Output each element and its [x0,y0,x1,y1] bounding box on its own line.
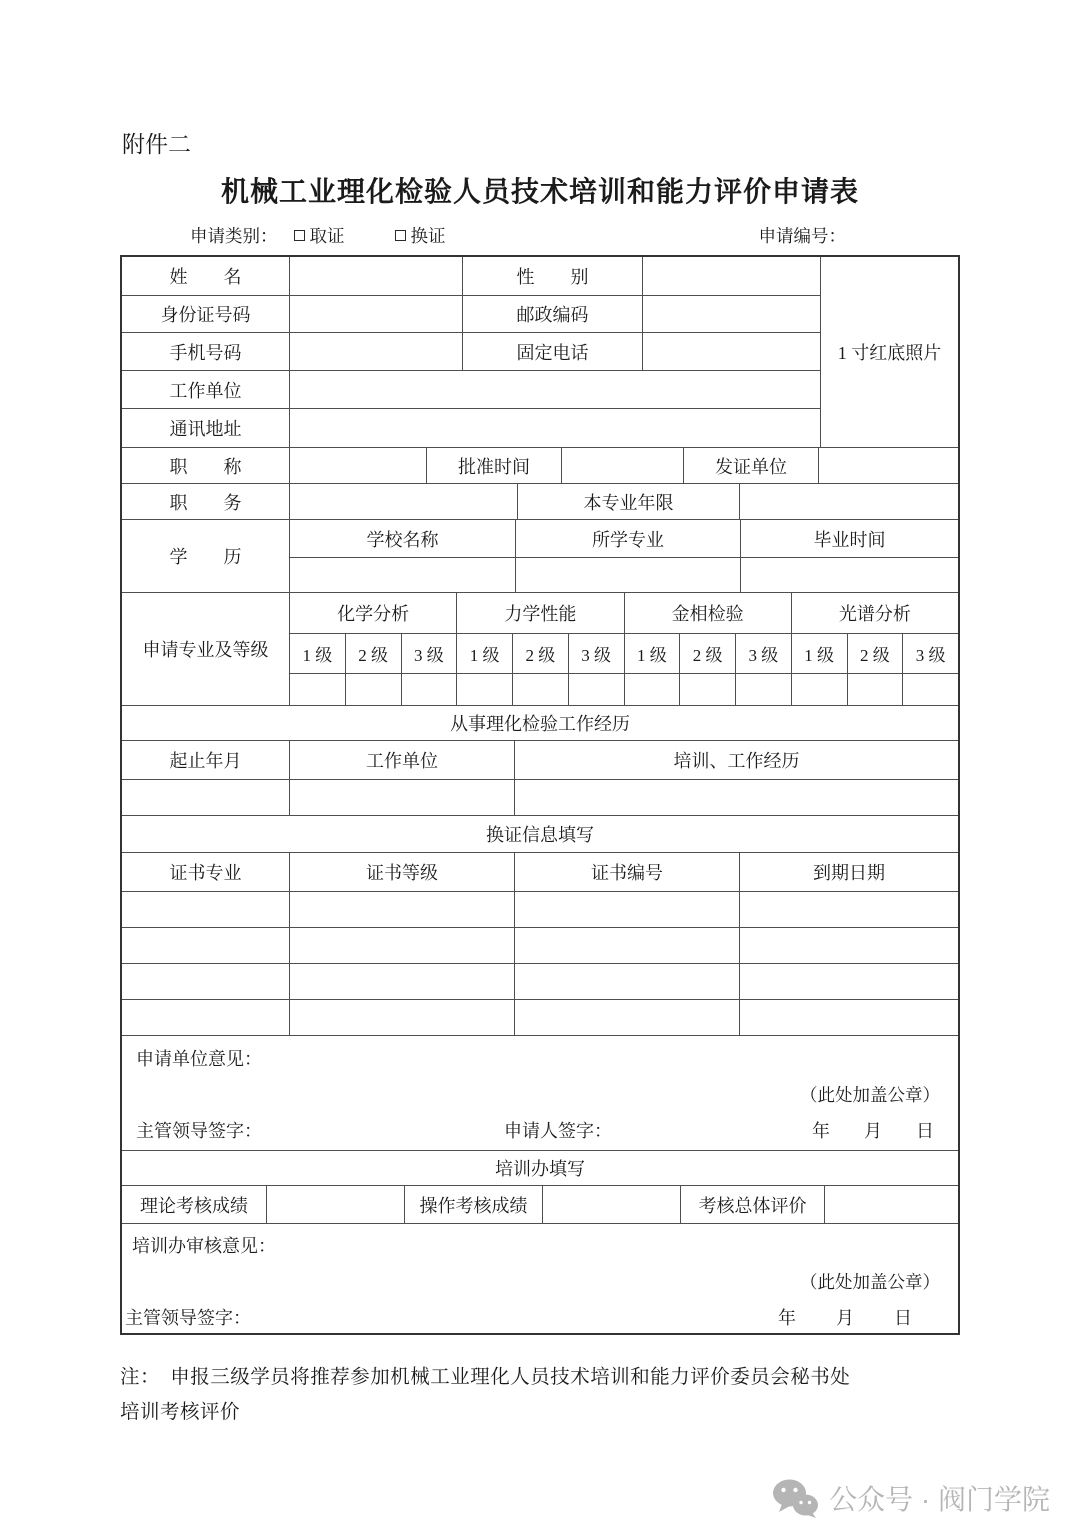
period-header: 起止年月 [169,751,242,771]
applicant-signature-label: 申请人签字： [504,1121,612,1141]
renewal-blank-cell [739,892,958,927]
training-office-header-row [122,1150,958,1185]
education-subtable [289,520,958,592]
level-header: 1 级 [624,634,680,674]
renewal-blank-cell [122,1000,289,1035]
approval-time-blank-cell [561,448,683,483]
education-section [122,519,958,592]
renewal-blank-cell [122,964,289,999]
footnote [120,1360,996,1430]
basic-info-rows [122,257,820,447]
option-renew-cert-label: 换证 [410,226,446,246]
level-header: 1 级 [456,634,512,674]
renewal-blank-cell [122,892,289,927]
day-label: 日 [916,1121,934,1141]
level-header: 3 级 [401,634,457,674]
level-blank-cell [456,674,512,705]
group-spectral-analysis: 光谱分析 [791,593,958,633]
table-row [290,520,958,557]
training-office-section-title: 培训办填写 [495,1159,585,1179]
name-label: 姓 名 [169,267,242,287]
renewal-blank-row [122,891,958,927]
landline-label: 固定电话 [462,333,642,370]
option-obtain-cert-label: 取证 [309,226,345,246]
day-label: 日 [894,1308,912,1328]
name-blank-cell [289,257,462,295]
period-blank-cell [122,780,289,815]
level-blank-cell [847,674,903,705]
operation-score-label: 操作考核成绩 [404,1186,542,1223]
position-label: 职 务 [169,492,242,513]
renewal-blank-cell [289,928,514,963]
cert-number-header: 证书编号 [514,853,739,891]
checkbox-icon[interactable] [294,230,305,241]
footnote-line-1: 注： 申报三级学员将推荐参加机械工业理化人员技术培训和能力评价委员会秘书处 [120,1367,851,1388]
level-header: 3 级 [568,634,624,674]
gender-blank-cell [642,257,820,295]
option-renew-cert[interactable] [395,223,446,248]
level-blank-cell [624,674,680,705]
table-row [122,332,820,370]
renewal-blank-cell [739,1000,958,1035]
address-blank-cell [289,409,820,447]
table-row [122,257,820,295]
training-review-section [122,1223,958,1333]
year-label: 年 [778,1308,796,1328]
leader-signature-label: 主管领导签字： [136,1121,262,1141]
basic-info-section [122,257,958,447]
specialty-subtable [289,593,958,705]
work-experience-section-title: 从事理化检验工作经历 [450,714,630,734]
renewal-blank-cell [514,892,739,927]
year-label: 年 [812,1121,830,1141]
attachment-label: 附件二 [122,132,191,157]
graduation-time-blank-cell [740,558,958,592]
position-blank-cell [289,484,517,519]
education-label: 学 历 [169,547,242,567]
level-header: 2 级 [512,634,568,674]
address-label: 通讯地址 [169,419,242,439]
employer-blank-cell [289,371,820,408]
application-form-table [120,255,960,1335]
month-label: 月 [836,1308,854,1328]
id-number-label: 身份证号码 [160,305,251,325]
application-number-label: 申请编号： [758,226,846,246]
theory-score-label: 理论考核成绩 [140,1195,248,1216]
leader-signature-label: 主管领导签字： [125,1308,251,1328]
level-header: 2 级 [679,634,735,674]
gender-label: 性 别 [462,257,642,295]
issuing-unit-blank-cell [818,448,958,483]
specialty-level-header-row [290,633,958,674]
renewal-blank-cell [739,928,958,963]
id-number-blank-cell [289,296,462,332]
renewal-section-title: 换证信息填写 [486,825,594,845]
level-blank-cell [401,674,457,705]
signature-row [122,1117,958,1150]
years-label: 本专业年限 [517,484,739,519]
signature-row [122,1304,958,1333]
level-blank-cell [679,674,735,705]
specialty-blank-row [290,673,958,705]
graduation-time-header: 毕业时间 [740,520,958,557]
specialty-section [122,592,958,705]
employer-opinion-cell [122,1036,958,1150]
level-blank-cell [791,674,847,705]
years-blank-cell [739,484,958,519]
specialty-group-header-row [290,593,958,633]
specialty-label: 申请专业及等级 [142,640,269,660]
expiry-date-header: 到期日期 [739,853,958,891]
level-blank-cell [568,674,624,705]
work-experience-header-row [122,705,958,740]
scores-row [122,1185,958,1223]
level-header: 3 级 [735,634,791,674]
training-review-label: 培训办审核意见： [132,1236,276,1256]
work-experience-blank-row [122,779,958,815]
employer-opinion-label: 申请单位意见： [136,1049,262,1069]
level-blank-cell [902,674,958,705]
employer-label: 工作单位 [169,380,242,401]
landline-blank-cell [642,333,820,370]
job-title-row [122,447,958,483]
application-category-label: 申请类别： [190,226,278,246]
level-header: 3 级 [902,634,958,674]
footnote-line-2: 培训考核评价 [120,1402,241,1423]
cert-specialty-header: 证书专业 [169,863,242,883]
table-row [122,370,820,408]
renewal-blank-cell [514,964,739,999]
overall-evaluation-label: 考核总体评价 [680,1186,824,1223]
photo-label: 1 寸红底照片 [837,343,942,363]
photo-cell [820,257,958,447]
wechat-icon [771,1478,819,1518]
major-blank-cell [515,558,740,592]
renewal-blank-row [122,963,958,999]
watermark-text: 公众号 · 阀门学院 [829,1484,1050,1515]
group-mechanical-property: 力学性能 [456,593,623,633]
cert-level-header: 证书等级 [289,853,514,891]
renewal-blank-cell [122,928,289,963]
group-metallographic-test: 金相检验 [624,593,791,633]
major-header: 所学专业 [515,520,740,557]
school-name-blank-cell [290,558,515,592]
job-title-label: 职 称 [169,456,242,477]
level-header: 1 级 [791,634,847,674]
employer-opinion-section [122,1035,958,1150]
approval-time-label: 批准时间 [426,448,561,483]
level-blank-cell [735,674,791,705]
level-header: 1 级 [302,645,333,665]
table-row [290,557,958,592]
level-blank-cell [290,674,345,705]
date-fields [812,1117,958,1143]
training-review-cell [122,1224,958,1333]
seal-note: （此处加盖公章） [800,1271,940,1292]
level-header: 2 级 [345,634,401,674]
option-obtain-cert[interactable] [294,223,345,248]
theory-score-blank-cell [266,1186,404,1223]
level-blank-cell [345,674,401,705]
mobile-label: 手机号码 [169,342,242,363]
renewal-blank-cell [514,928,739,963]
table-row [122,295,820,332]
renewal-blank-row [122,927,958,963]
postal-code-blank-cell [642,296,820,332]
job-title-blank-cell [289,448,426,483]
form-title: 机械工业理化检验人员技术培训和能力评价申请表 [220,176,859,207]
renewal-blank-cell [289,892,514,927]
postal-code-label: 邮政编码 [462,296,642,332]
renewal-blank-cell [514,1000,739,1035]
work-unit-header: 工作单位 [289,741,514,779]
renewal-header-row [122,815,958,852]
mobile-blank-cell [289,333,462,370]
training-experience-blank-cell [514,780,958,815]
seal-note: （此处加盖公章） [800,1084,940,1105]
level-blank-cell [512,674,568,705]
renewal-blank-cell [739,964,958,999]
training-experience-header: 培训、工作经历 [514,741,958,779]
checkbox-icon[interactable] [395,230,406,241]
table-row [122,408,820,447]
issuing-unit-label: 发证单位 [683,448,818,483]
work-unit-blank-cell [289,780,514,815]
renewal-blank-cell [289,1000,514,1035]
meta-row [120,223,960,248]
work-experience-columns-row [122,740,958,779]
renewal-blank-row [122,999,958,1035]
operation-score-blank-cell [542,1186,680,1223]
school-name-header: 学校名称 [366,529,439,550]
level-header: 2 级 [847,634,903,674]
renewal-blank-cell [289,964,514,999]
watermark [771,1478,1050,1518]
date-fields [778,1304,958,1330]
overall-evaluation-blank-cell [824,1186,958,1223]
position-row [122,483,958,519]
month-label: 月 [864,1121,882,1141]
application-category [120,223,446,248]
renewal-columns-row [122,852,958,891]
group-chemical-analysis: 化学分析 [337,603,410,624]
